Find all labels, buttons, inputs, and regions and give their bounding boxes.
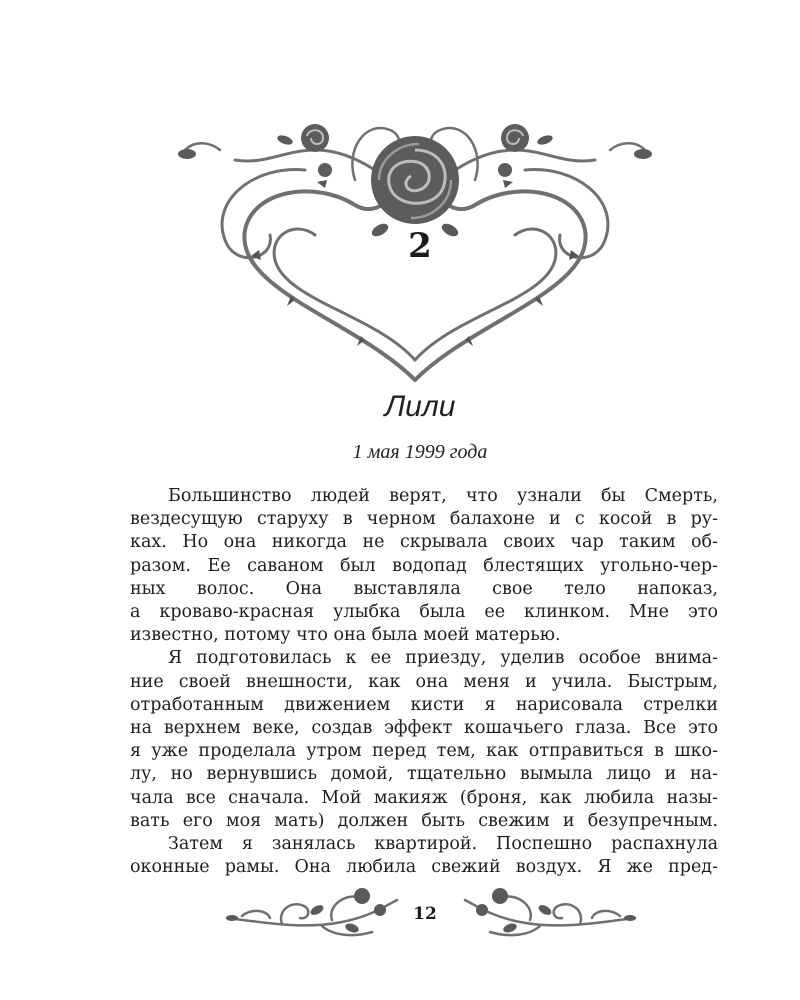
text-line: лу, но вернувшись домой, тщательно вымыла лицо и на- — [130, 764, 718, 785]
text-line: Затем я занялась квартирой. Поспешно распахнула — [168, 834, 718, 855]
text-line: Большинство людей верят, что узнали бы Смерть, — [168, 486, 718, 506]
rose-vine-ornament-icon — [460, 880, 640, 940]
body-text — [130, 485, 718, 879]
text-line: я уже проделала утром перед тем, как отправиться в шко- — [130, 741, 718, 762]
paragraph-1 — [130, 485, 718, 647]
text-line: вать его моя мать) должен быть свежим и безупречным. — [130, 810, 718, 831]
text-line: чала все сначала. Мой макияж (броня, как любила назы- — [130, 787, 718, 808]
text-line: известно, потому что она была моей матерью. — [130, 625, 561, 646]
chapter-title: Лили — [384, 390, 456, 423]
paragraph-2 — [130, 647, 718, 833]
text-line: ние своей внешности, как она меня и учила. Быстрым, — [130, 671, 718, 692]
text-line: а кроваво-красная улыбка была ее клинком. Мне это — [130, 602, 718, 623]
rose-vine-ornament-icon — [222, 880, 402, 940]
chapter-date: 1 мая 1999 года — [352, 441, 488, 463]
text-line: отработанным движением кисти я нарисовала стрелки — [130, 694, 718, 715]
text-line: ках. Но она никогда не скрывала своих чар таким об- — [130, 532, 718, 553]
paragraph-3 — [130, 833, 718, 879]
chapter-number: 2 — [408, 226, 432, 266]
text-line: разом. Ее саваном был водопад блестящих угольно-чер- — [130, 555, 718, 576]
text-line: Я подготовилась к ее приезду, уделив особое внима- — [168, 648, 718, 669]
text-line: вездесущую старуху в черном балахоне и с косой в ру- — [130, 509, 718, 530]
text-line: оконные рамы. Она любила свежий воздух. Я же пред- — [130, 857, 718, 878]
text-line: ных волос. Она выставляла свое тело напоказ, — [130, 578, 718, 599]
page-number: 12 — [413, 904, 437, 924]
text-line: на верхнем веке, создав эффект кошачьего глаза. Все это — [130, 718, 718, 739]
